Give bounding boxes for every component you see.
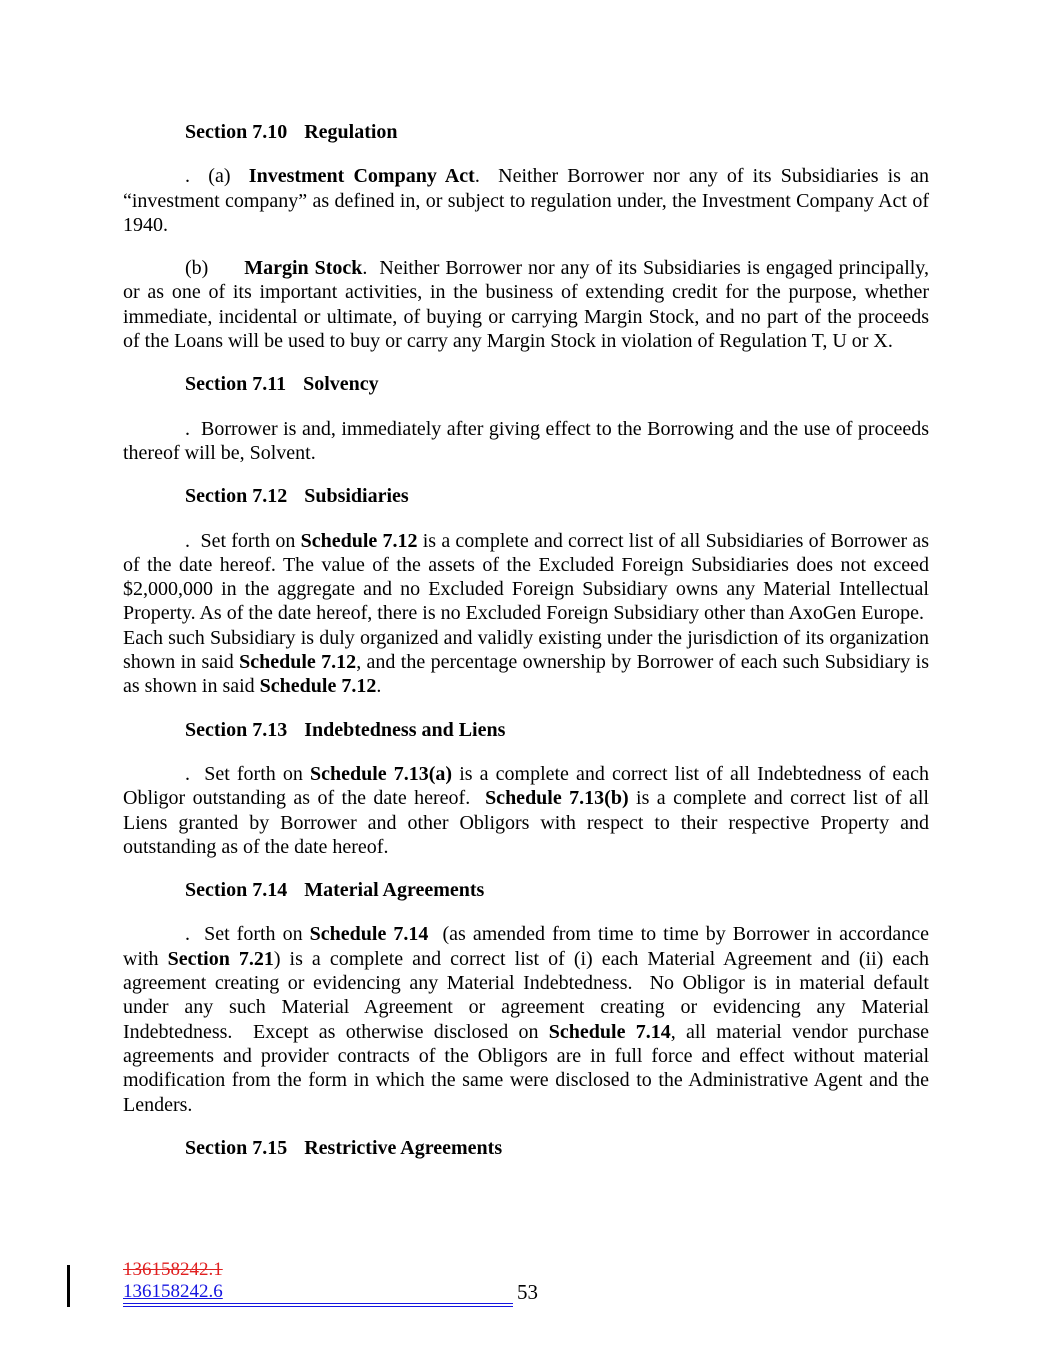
section-title: Subsidiaries [304, 485, 409, 508]
text-run: . [376, 675, 382, 698]
section-number: Section 7.15 [185, 1136, 288, 1159]
bold-run: Schedule 7.13(a) [309, 762, 453, 785]
section-heading [123, 484, 929, 508]
section-title: Restrictive Agreements [304, 1136, 503, 1159]
section-number: Section 7.12 [185, 485, 288, 508]
text-run: . (a) [185, 165, 249, 188]
text-run: (b) [185, 257, 245, 280]
text-run: is a complete and correct list of all Liens granted by Borrower and other Obligors with respect to their respective Property and outstanding as of the date hereof. [123, 787, 929, 858]
footer-inserted-doc-id: 136158242.6 [123, 1281, 223, 1302]
text-run: (as amended from time to time by Borrower in accordance with [123, 923, 930, 970]
text-run: , and the percentage ownership by Borrower of each such Subsidiary is as shown in said [123, 651, 929, 698]
paragraph [123, 922, 929, 1116]
section-number: Section 7.14 [185, 879, 288, 902]
section-title: Regulation [304, 121, 398, 143]
bold-run: Margin Stock [244, 257, 363, 280]
bold-run: Schedule 7.14 [548, 1020, 671, 1043]
paragraph [123, 164, 929, 237]
section-heading [123, 878, 929, 902]
text-run: . Set forth on [185, 762, 310, 785]
bold-run: Schedule 7.12 [259, 675, 377, 698]
footer-deleted-doc-id: 136158242.1 [123, 1259, 223, 1280]
text-run: . Neither Borrower nor any of its Subsidiaries is an “investment company” as defined in, or subject to regulation under, the Investment Company Act of 1940. [123, 165, 929, 236]
paragraph [123, 529, 929, 699]
paragraph [123, 256, 929, 353]
text-run: ) is a complete and correct list of (i) each Material Agreement and (ii) each agreement creating or evidencing any Material Indebtedness. No Obligor is in material default under any such Material Agreement or agreement creating or evidencing any Material Indebtedness. Except as otherwise disclosed on [123, 947, 929, 1043]
section-heading [123, 1136, 929, 1160]
section-number: Section 7.11 [185, 373, 287, 396]
text-run: is a complete and correct list of all Subsidiaries of Borrower as of the date hereof. The value of the assets of the Excluded Foreign Subsidiaries does not exceed $2,000,000 in the aggregate and no Excluded Foreign Subsidiary owns any Material Intellectual Property. As of the date hereof, there is no Excluded Foreign Subsidiary other than AxoGen Europe. Each such Subsidiary is duly organized and validly existing under the jurisdiction of its organization shown in said [123, 529, 930, 674]
section-heading [123, 372, 929, 396]
text-run: is a complete and correct list of all Indebtedness of each Obligor outstanding as of the date hereof. [123, 762, 929, 810]
section-heading [123, 718, 929, 742]
section-number: Section 7.13 [185, 718, 288, 741]
text-run: . Neither Borrower nor any of its Subsidiaries is engaged principally, or as one of its important activities, in the business of extending credit for the purpose, whether immediate, incidental or ultimate, of buying or carrying Margin Stock, and no part of the proceeds of the Loans will be used to buy or carry any Margin Stock in violation of Regulation T, U or X. [123, 257, 930, 353]
bold-run: Schedule 7.13(b) [485, 787, 629, 810]
document-body [123, 120, 929, 1180]
bold-run: Schedule 7.14 [309, 923, 429, 946]
section-title: Solvency [303, 373, 379, 396]
bold-run: Section 7.21 [167, 947, 274, 970]
paragraph [123, 762, 929, 859]
paragraph [123, 417, 929, 466]
text-run: , all material vendor purchase agreements and provider contracts of the Obligors are in full force and effect without material modification from the form in which the same were disclosed to the Administrative Agent and the Lenders. [123, 1020, 929, 1116]
text-run: . Borrower is and, immediately after giving effect to the Borrowing and the use of proceeds thereof will be, Solvent. [123, 417, 929, 464]
text-run: . Set forth on [185, 529, 301, 552]
section-title: Indebtedness and Liens [304, 718, 506, 741]
section-title: Material Agreements [304, 879, 485, 902]
bold-run: Investment Company Act [248, 165, 475, 188]
section-number: Section 7.10 [185, 121, 288, 143]
text-run: . Set forth on [185, 923, 310, 946]
section-heading [123, 120, 929, 144]
bold-run: Schedule 7.12 [300, 529, 418, 552]
page-number: 53 [517, 1280, 538, 1304]
bold-run: Schedule 7.12 [239, 651, 357, 674]
